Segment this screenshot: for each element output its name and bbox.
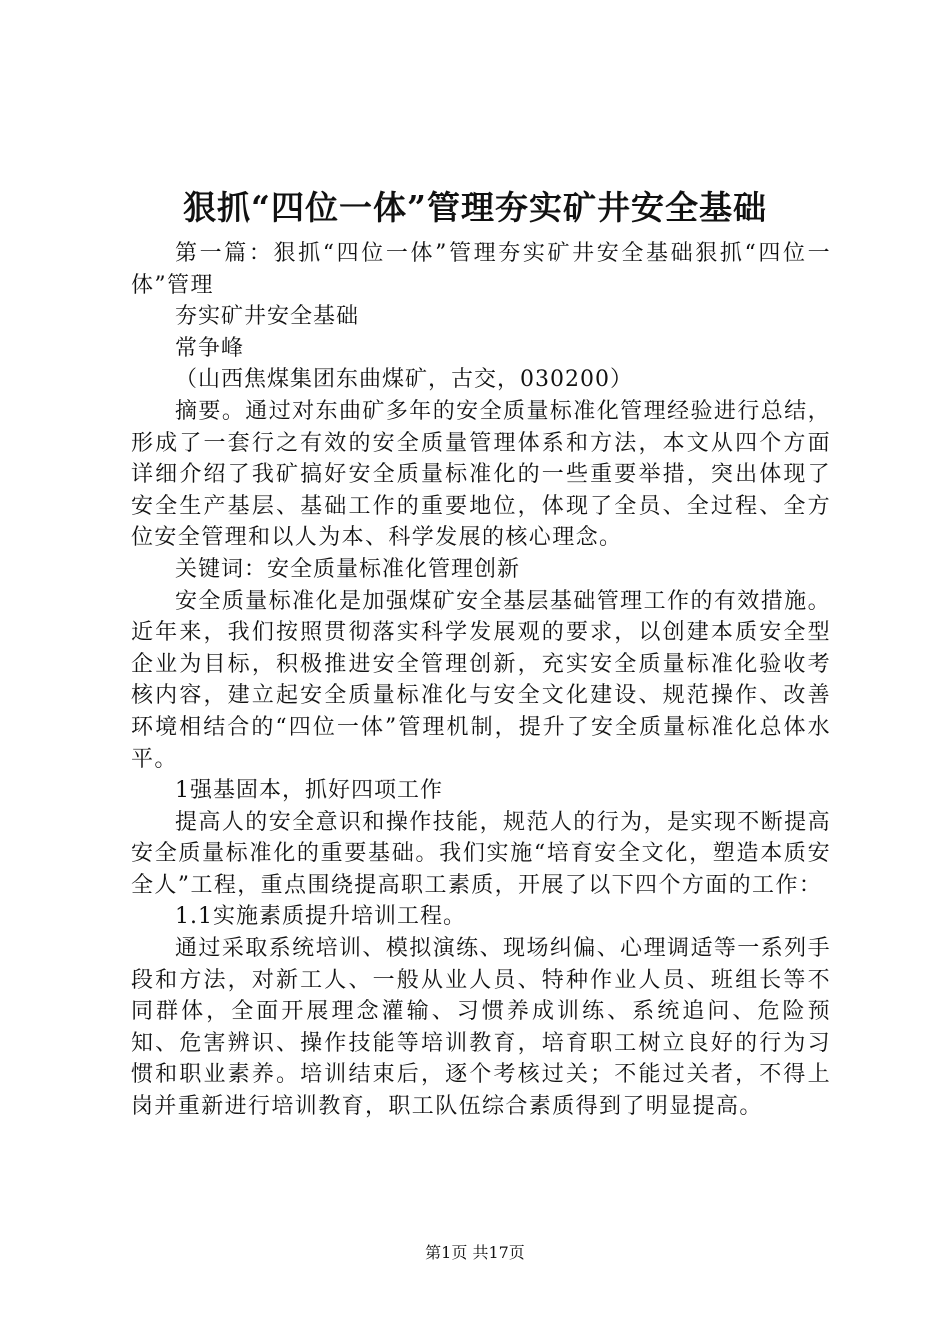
paragraph-intro-heading: 第一篇：狠抓“四位一体”管理夯实矿井安全基础狠抓“四位一体”管理 — [131, 241, 831, 298]
document-body — [131, 238, 831, 1123]
paragraph-affiliation: （山西焦煤集团东曲煤矿，古交，030200） — [175, 367, 633, 393]
page-footer — [0, 1241, 950, 1265]
document-title: 狠抓“四位一体”管理夯实矿井安全基础 — [183, 188, 767, 227]
section-heading-1: 1强基固本，抓好四项工作 — [175, 778, 443, 804]
paragraph-abstract: 摘要。通过对东曲矿多年的安全质量标准化管理经验进行总结，形成了一套行之有效的安全质量管理体系和方法，本文从四个方面详细介绍了我矿搞好安全质量标准化的一些重要举措，突出体现了安全生产基层、基础工作的重要地位，体现了全员、全过程、全方位安全管理和以人为本、科学发展的核心理念。 — [131, 398, 831, 551]
paragraph-author: 常争峰 — [175, 335, 245, 361]
paragraph-keywords: 关键词：安全质量标准化管理创新 — [175, 556, 521, 582]
page-number-label: 第1页 共17页 — [425, 1243, 525, 1262]
paragraph-section-1-1: 通过采取系统培训、模拟演练、现场纠偏、心理调适等一系列手段和方法，对新工人、一般从业人员、特种作业人员、班组长等不同群体，全面开展理念灌输、习惯养成训练、系统追问、危险预知、危害辨识、操作技能等培训教育，培育职工树立良好的行为习惯和职业素养。培训结束后，逐个考核过关；不能过关者，不得上岗并重新进行培训教育，职工队伍综合素质得到了明显提高。 — [131, 936, 831, 1120]
paragraph-section-1: 提高人的安全意识和操作技能，规范人的行为，是实现不断提高安全质量标准化的重要基础。我们实施“培育安全文化，塑造本质安全人”工程，重点围绕提高职工素质，开展了以下四个方面的工作： — [131, 809, 831, 898]
section-heading-1-1: 1.1实施素质提升培训工程。 — [175, 904, 466, 930]
paragraph-subtitle: 夯实矿井安全基础 — [175, 304, 360, 330]
paragraph-introduction: 安全质量标准化是加强煤矿安全基层基础管理工作的有效措施。近年来，我们按照贯彻落实科学发展观的要求，以创建本质安全型企业为目标，积极推进安全管理创新，充实安全质量标准化验收考核内容，建立起安全质量标准化与安全文化建设、规范操作、改善环境相结合的“四位一体”管理机制，提升了安全质量标准化总体水平。 — [131, 588, 831, 772]
